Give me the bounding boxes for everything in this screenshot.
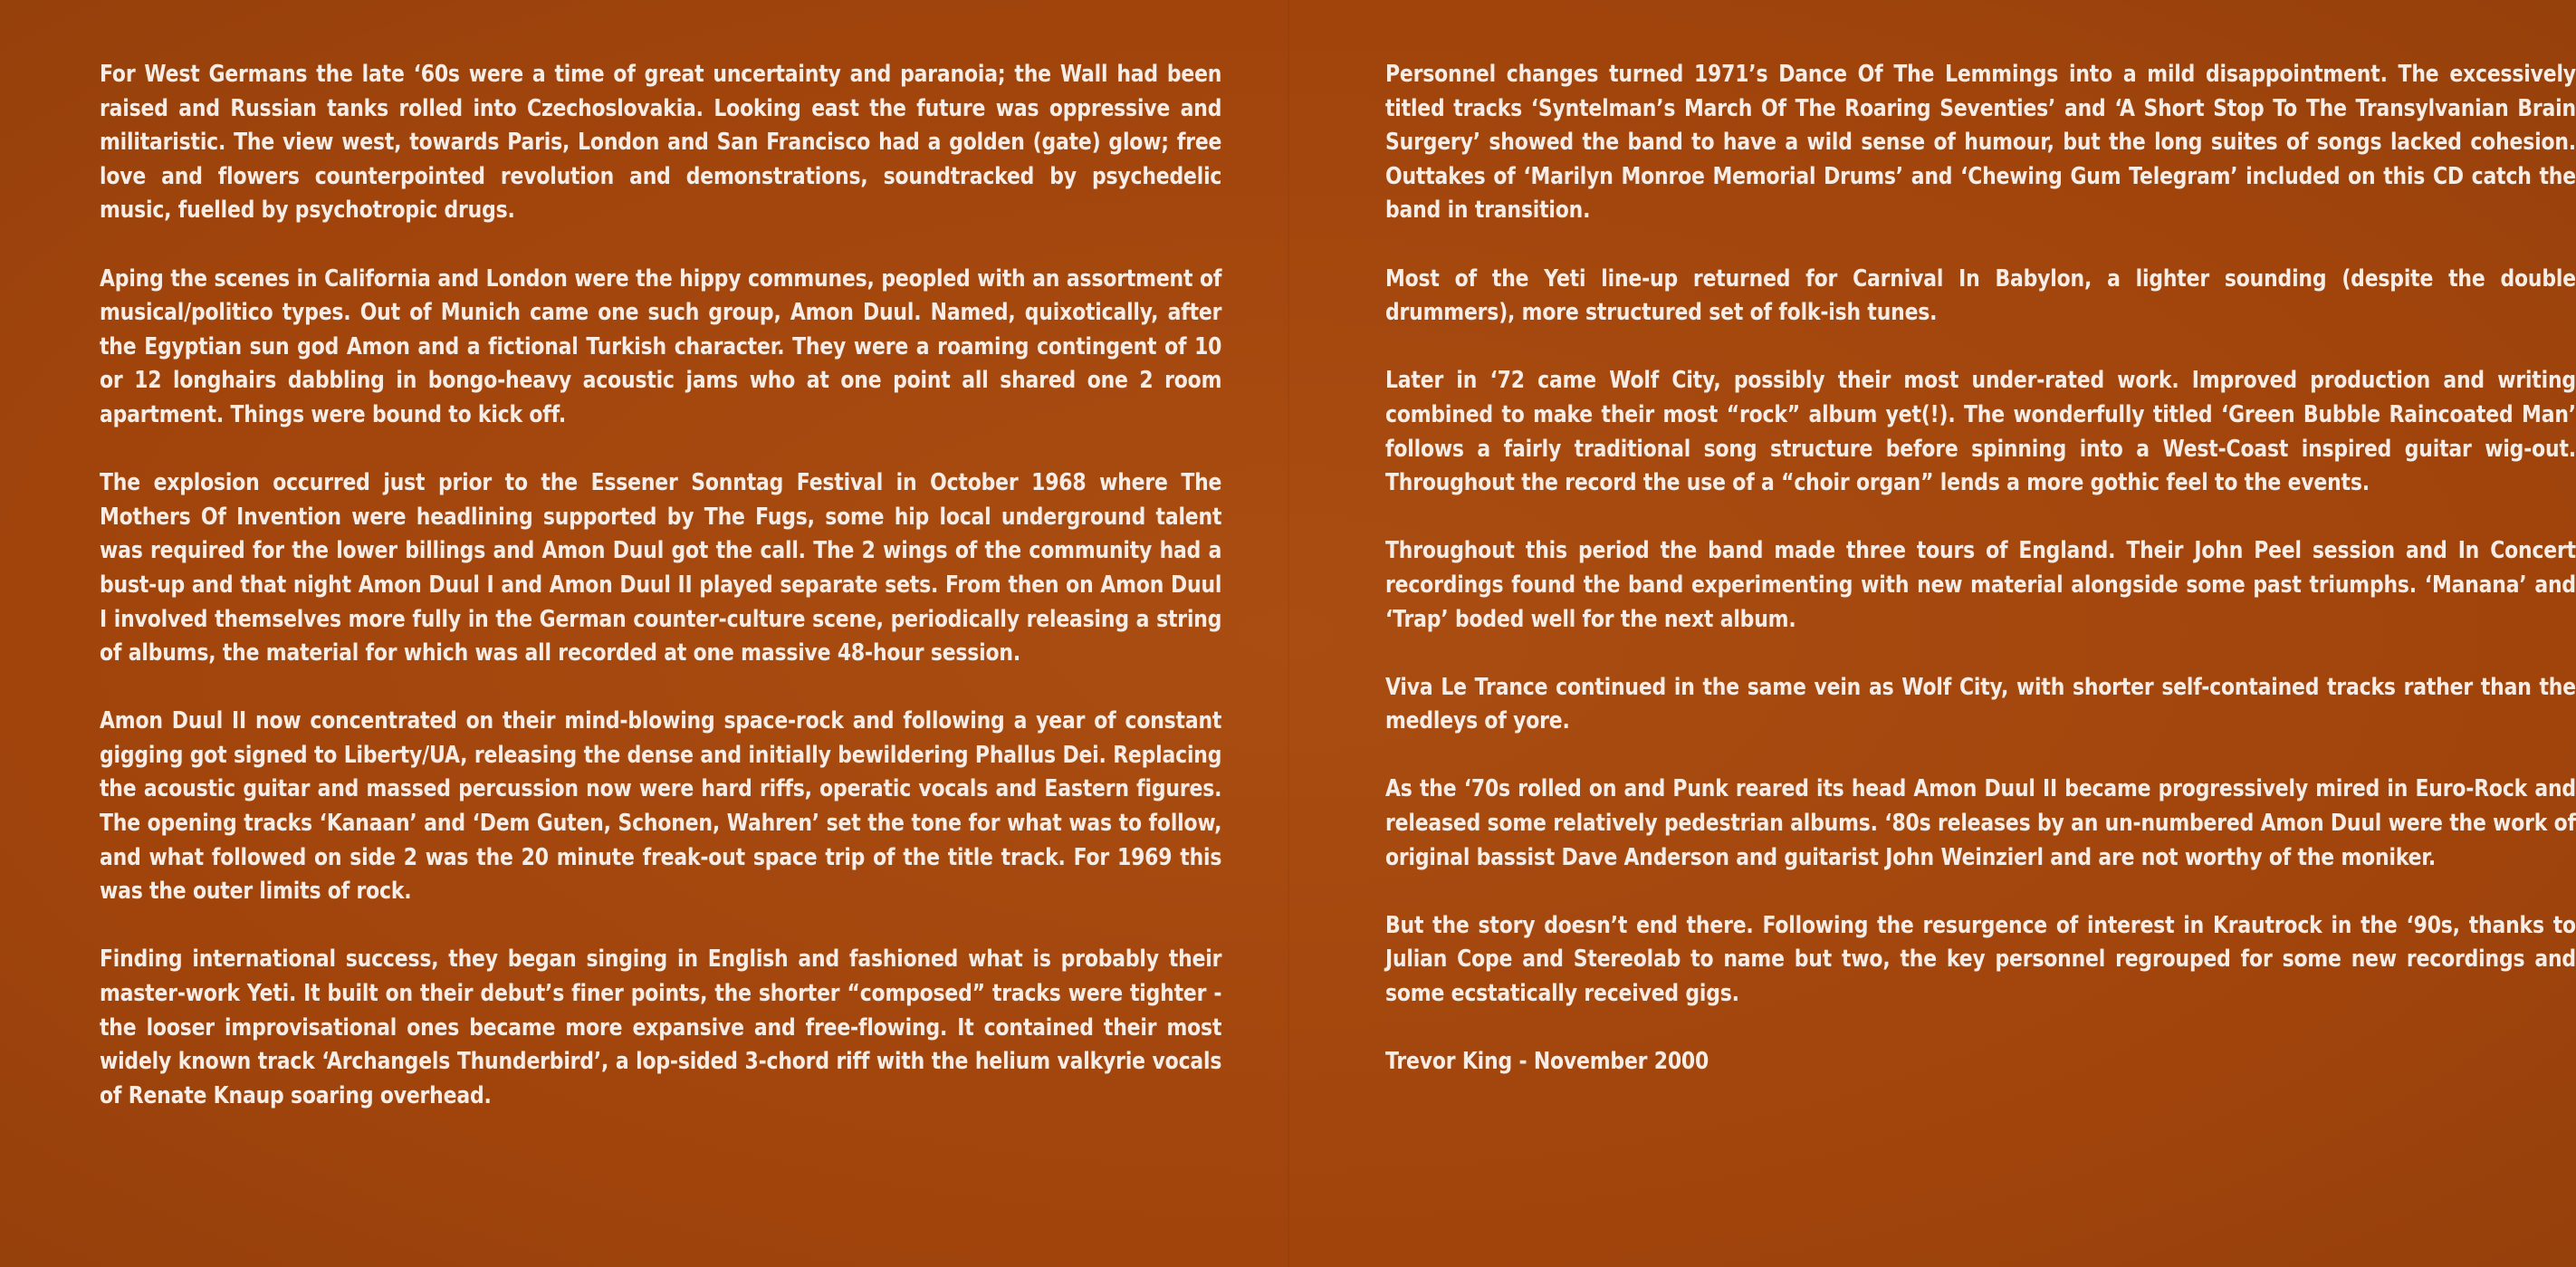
paragraph: The explosion occurred just prior to the Essener Sonntag Festival in October 1968 where The Mothers Of Invention were headlining supported by The Fugs, some hip local underground talent was required for the lower billings and Amon Duul got the call. The 2 wings of the community had a bust-up and that night Amon Duul I and Amon Duul II played separate sets. From then on Amon Duul I involved themselves more fully in the German counter-culture scene, periodically releasing a string of albums, the material for which was all recorded at one massive 48-hour session.: [100, 469, 1222, 667]
paragraph: Aping the scenes in California and London were the hippy communes, peopled with an assortment of musical/politico types. Out of Munich came one such group, Amon Duul. Named, quixotically, after the Egyptian sun god Amon and a fictional Turkish character. They were a roaming contingent of 10 or 12 longhairs dabbling in bongo-heavy acoustic jams who at one point all shared one 2 room apartment. Things were bound to kick off.: [100, 264, 1222, 428]
booklet-fold: [1288, 0, 1289, 1267]
paragraph: Most of the Yeti line-up returned for Carnival In Babylon, a lighter sounding (despite the double drummers), more structured set of folk-ish tunes.: [1385, 264, 2576, 327]
right-column: [1385, 58, 2576, 1113]
paragraph: But the story doesn’t end there. Following the resurgence of interest in Krautrock in the ‘90s, thanks to Julian Cope and Stereolab to name but two, the key personnel regrouped for some new recordings and some ecstatically received gigs.: [1385, 911, 2576, 1008]
paragraph: Later in ‘72 came Wolf City, possibly their most under-rated work. Improved production and writing combined to make their most “rock” album yet(!). The wonderfully titled ‘Green Bubble Raincoated Man’ follows a fairly traditional song structure before spinning into a West-Coast inspired guitar wig-out. Throughout the record the use of a “choir organ” lends a more gothic feel to the events.: [1385, 367, 2576, 497]
paragraph: Personnel changes turned 1971’s Dance Of The Lemmings into a mild disappointment. The excessively titled tracks ‘Syntelman’s March Of The Roaring Seventies’ and ‘A Short Stop To The Transylvanian Brain Surgery’ showed the band to have a wild sense of humour, but the long suites of songs lacked cohesion. Outtakes of ‘Marilyn Monroe Memorial Drums’ and ‘Chewing Gum Telegram’ included on this CD catch the band in transition.: [1385, 61, 2576, 225]
left-column: [100, 58, 1221, 1147]
author-signature: Trevor King - November 2000: [1385, 1048, 1709, 1076]
paragraph: Viva Le Trance continued in the same vein as Wolf City, with shorter self-contained tracks rather than the medleys of yore.: [1385, 673, 2576, 735]
paragraph: Finding international success, they began singing in English and fashioned what is probably their master-work Yeti. It built on their debut’s finer points, the shorter “composed” tracks were tighter - the looser improvisational ones became more expansive and free-flowing. It contained their most widely known track ‘Archangels Thunderbird’, a lop-sided 3-chord riff with the helium valkyrie vocals of Renate Knaup soaring overhead.: [100, 945, 1222, 1109]
paragraph: As the ‘70s rolled on and Punk reared its head Amon Duul II became progressively mired in Euro-Rock and released some relatively pedestrian albums. ‘80s releases by an un-numbered Amon Duul were the work of original bassist Dave Anderson and guitarist John Weinzierl and are not worthy of the moniker.: [1385, 775, 2576, 871]
paragraph: Throughout this period the band made three tours of England. Their John Peel session and In Concert recordings found the band experimenting with new material alongside some past triumphs. ‘Manana’ and ‘Trap’ boded well for the next album.: [1385, 537, 2576, 633]
paragraph: For West Germans the late ‘60s were a time of great uncertainty and paranoia; the Wall had been raised and Russian tanks rolled into Czechoslovakia. Looking east the future was oppressive and militaristic. The view west, towards Paris, London and San Francisco had a golden (gate) glow; free love and flowers counterpointed revolution and demonstrations, soundtracked by psychedelic music, fuelled by psychotropic drugs.: [100, 61, 1222, 225]
paragraph: Amon Duul II now concentrated on their mind-blowing space-rock and following a year of constant gigging got signed to Liberty/UA, releasing the dense and initially bewildering Phallus Dei. Replacing the acoustic guitar and massed percussion now were hard riffs, operatic vocals and Eastern figures. The opening tracks ‘Kanaan’ and ‘Dem Guten, Schonen, Wahren’ set the tone for what was to follow, and what followed on side 2 was the 20 minute freak-out space trip of the title track. For 1969 this was the outer limits of rock.: [100, 707, 1222, 906]
